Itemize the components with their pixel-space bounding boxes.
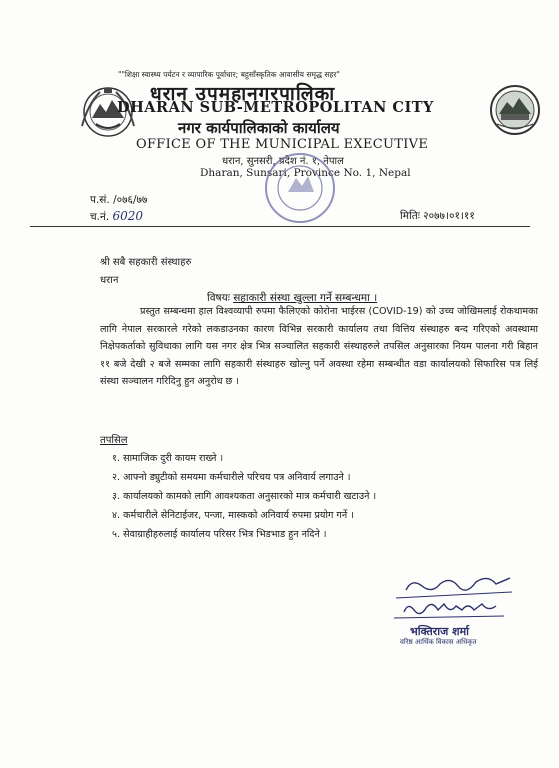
address-en: Dharan, Sunsari, Province No. 1, Nepal: [200, 167, 411, 179]
header-divider: [30, 226, 530, 227]
municipality-name-en: DHARAN SUB-METROPOLITAN CITY: [117, 99, 434, 116]
tapasil-item-1: १. सामाजिक दुरी कायम राख्ने ।: [112, 453, 224, 464]
subject-text: सहाकारी संस्था खुल्ला गर्ने सम्बन्धमा ।: [233, 292, 378, 304]
office-name-np: नगर कार्यपालिकाको कार्यालय: [178, 119, 340, 137]
handwritten-signature-icon: [392, 572, 522, 622]
subject-label: विषयः: [207, 292, 230, 304]
tapasil-item-2: २. आफ्नो ड्युटीको समयमा कर्मचारीले परिचय पत्र अनिवार्य लगाउने ।: [112, 472, 351, 483]
tapasil-item-3: ३. कार्यालयको कामको लागि आवश्यकता अनुसारको मात्र कर्मचारी खटाउने ।: [112, 491, 377, 502]
municipality-name-np: धरान उपमहानगरपालिका: [150, 83, 336, 105]
dispatch-number-value: 6020: [112, 209, 144, 223]
tapasil-item-4: ४. कर्मचारीले सेनिटाईजर, पन्जा, मास्कको अनिवार्य रुपमा प्रयोग गर्ने ।: [112, 510, 354, 521]
tapasil-heading: तपसिल: [100, 435, 128, 446]
office-stamp-icon: [262, 150, 338, 226]
address-np: धरान, सुनसरी, प्रदेश नं. १, नेपाल: [222, 156, 344, 167]
reference-number: प.सं. /०७६/७७: [90, 194, 148, 206]
tapasil-item-5: ५. सेवाग्राहीहरुलाई कार्यालय परिसर भित्र भिडभाड हुन नदिने ।: [112, 529, 327, 540]
dispatch-number: [90, 209, 143, 224]
signatory-name: भक्तिराज शर्मा: [410, 625, 469, 638]
letterhead-tagline: ""शिक्षा स्वास्थ्य पर्यटन र व्यापारिक पूर्वाधार; बहुसाँस्कृतिक आवासीय समृद्ध सहर": [118, 70, 340, 79]
letter-body: [100, 303, 538, 391]
municipality-logo-icon: [487, 84, 543, 136]
office-name-en: OFFICE OF THE MUNICIPAL EXECUTIVE: [136, 137, 429, 152]
recipient-line-1: श्री सबै सहकारी संस्थाहरु: [100, 257, 192, 268]
body-paragraph: प्रस्तुत सम्बन्धमा हाल विश्वव्यापी रुपमा फैलिएको कोरोना भाईरस (COVID-19) को उच्च जोखिमलाई रोकथामका लागि नेपाल सरकारले गरेको लकडाउनका कारण विभिन्न सरकारी कार्यालय तथा वित्तिय संस्थाहरु बन्द गरिएको अवस्थामा निक्षेपकर्ताको सुविधाका लागि यस नगर क्षेत्र भित्र सञ्चालित सहकारी संस्थाहरुले तपसिल अनुसारका नियम पालना गरी बिहान ११ बजे देखी २ बजे सम्मका लागि सहकारी संस्थाहरु खोल्नु पर्ने अवस्था रहेमा सम्बन्धीत वडा कार्यालयको सिफारिस पत्र लिई संस्था सञ्चालन गरिदिनु हुन अनुरोध छ ।: [100, 306, 538, 387]
signatory-title: वरिष्ठ आर्थिक विकास अधिकृत: [400, 638, 477, 646]
recipient-line-2: धरान: [100, 275, 119, 286]
letter-date: मितिः २०७७।०१।११: [400, 210, 475, 222]
dispatch-label: च.नं.: [90, 211, 110, 223]
